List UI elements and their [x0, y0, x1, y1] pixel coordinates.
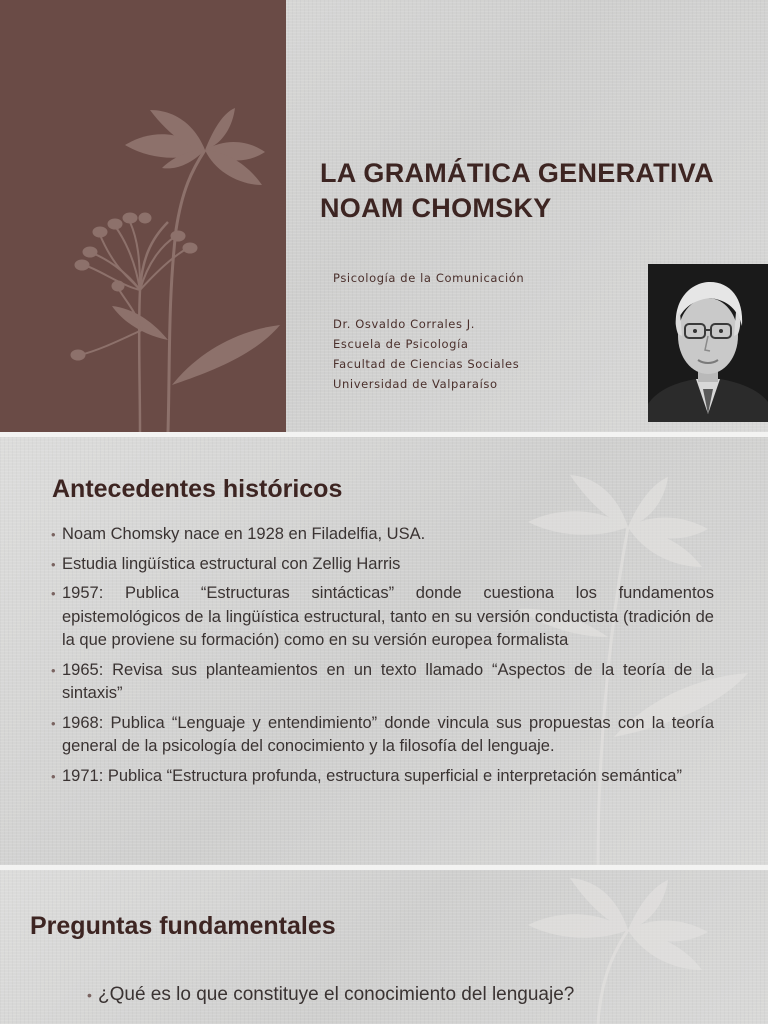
subtitle-block — [333, 268, 633, 394]
title-line-2: NOAM CHOMSKY — [320, 193, 552, 224]
list-item: • 1965: Revisa sus planteamientos en un texto llamado “Aspectos de la teoría de la sintaxis” — [52, 659, 714, 706]
questions-slide — [0, 870, 768, 1024]
history-slide — [0, 437, 768, 865]
university-name: Universidad de Valparaíso — [333, 377, 498, 391]
author-name: Dr. Osvaldo Corrales J. — [333, 317, 476, 331]
course-name: Psicología de la Comunicación — [333, 271, 525, 285]
list-item: • 1971: Publica “Estructura profunda, estructura superficial e interpretación semántica” — [52, 765, 714, 789]
plant-illustration-icon — [0, 0, 286, 432]
list-item: • ¿Qué es lo que constituye el conocimiento del lenguaje? — [88, 982, 728, 1008]
presentation-title — [320, 156, 750, 226]
slide-heading: Antecedentes históricos — [52, 475, 343, 503]
list-item: • 1957: Publica “Estructuras sintácticas” donde cuestiona los fundamentos epistemológicos de la lingüística estructural, tanto en su versión conductista (tradición de la que proviene su formación) como en su versión europea formalista — [52, 582, 714, 653]
title-line-1: LA GRAMÁTICA GENERATIVA — [320, 158, 714, 188]
list-item: • Estudia lingüística estructural con Zellig Harris — [52, 553, 714, 577]
list-item: • 1968: Publica “Lenguaje y entendimiento” donde vincula sus propuestas con la teoría general de la psicología del conocimiento y la filosofía del lenguaje. — [52, 712, 714, 759]
bullet-list — [88, 982, 728, 1008]
slide-heading: Preguntas fundamentales — [30, 912, 336, 940]
faculty-name: Facultad de Ciencias Sociales — [333, 357, 520, 371]
decorative-panel — [0, 0, 286, 432]
portrait-photo — [648, 264, 768, 422]
school-name: Escuela de Psicología — [333, 337, 469, 351]
bullet-list — [52, 523, 714, 794]
list-item: • Noam Chomsky nace en 1928 en Filadelfia, USA. — [52, 523, 714, 547]
portrait-photo-icon — [648, 264, 768, 422]
title-slide — [0, 0, 768, 432]
